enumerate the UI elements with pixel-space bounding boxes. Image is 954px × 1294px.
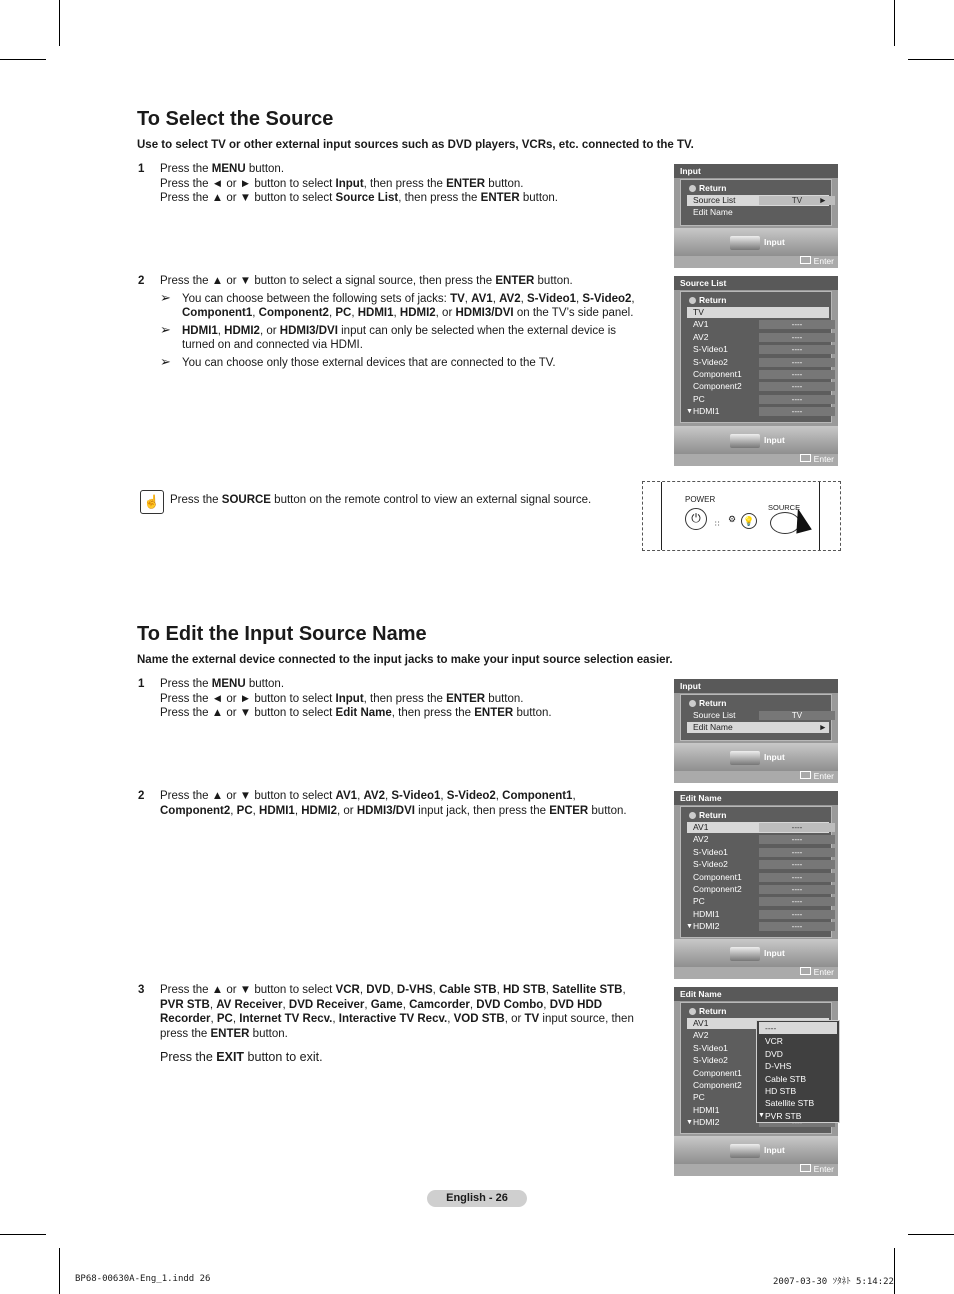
osd-row-label: PC <box>693 896 705 907</box>
enter-hint: Enter <box>800 1164 834 1174</box>
osd-row[interactable] <box>687 406 829 417</box>
osd-row-label: HDMI1 <box>693 406 720 417</box>
osd-menu-panel <box>680 806 832 938</box>
note-arrow-icon: ➢ <box>160 289 171 305</box>
return-icon <box>689 185 696 192</box>
tv-input-icon <box>730 434 760 448</box>
crop-mark <box>894 1248 895 1294</box>
enter-hint: Enter <box>800 771 834 781</box>
osd-title: Edit Name <box>674 987 838 1001</box>
note: ➢ You can choose between the following sets of jacks: TV, AV1, AV2, S-Video1, S-Video2, Component1, Component2, PC, HDMI1, HDMI2, or HDMI3/DVI on the TV’s side panel. <box>160 289 635 319</box>
bold-term: PVR STB <box>160 998 210 1011</box>
return-icon <box>689 1008 696 1015</box>
osd-footer <box>674 939 838 979</box>
bulb-icon: 💡 <box>741 513 757 529</box>
osd-row-value: ---- <box>759 885 835 894</box>
osd-row[interactable] <box>687 344 829 355</box>
bold-term: Camcorder <box>409 998 470 1011</box>
crop-mark <box>0 1234 46 1235</box>
bold-term: Game <box>370 998 403 1011</box>
osd-row[interactable] <box>687 834 829 845</box>
bold-term: VCR <box>335 984 360 996</box>
down-arrow-icon: ▼ <box>686 1119 693 1127</box>
osd-row-value: ---- <box>759 873 835 882</box>
step-number: 1 <box>138 163 145 175</box>
bold-term: HD STB <box>502 984 546 996</box>
osd-row-value: TV <box>759 711 835 720</box>
osd-row[interactable] <box>687 369 829 380</box>
osd-row[interactable] <box>687 195 829 206</box>
osd-row-label: S-Video2 <box>693 859 728 870</box>
return-option: Return <box>689 183 726 193</box>
bold-term: Satellite STB <box>552 984 623 996</box>
enter-icon <box>800 771 811 779</box>
osd-row-value: ---- <box>759 823 835 832</box>
return-option: Return <box>689 1006 726 1016</box>
osd-row-label: HDMI2 <box>693 1117 720 1128</box>
osd-title: Input <box>674 164 838 178</box>
osd-row[interactable] <box>687 357 829 368</box>
bold-term: Component1 <box>182 307 253 319</box>
source-label: SOURCE <box>768 503 801 512</box>
osd-title: Edit Name <box>674 791 838 805</box>
osd-row-label: Edit Name <box>693 207 733 218</box>
osd-row-label: Component2 <box>693 1080 742 1090</box>
osd-row-label: HDMI1 <box>693 908 720 919</box>
enter-hint: Enter <box>800 967 834 977</box>
osd-row-value: ---- <box>759 910 835 919</box>
bold-term: S-Video1 <box>391 790 441 802</box>
bold-term: HDMI1 <box>259 804 295 817</box>
right-arrow-icon: ► <box>818 722 827 733</box>
tv-input-icon <box>730 1144 760 1158</box>
osd-menu-panel <box>680 291 832 423</box>
osd-title: Input <box>674 679 838 693</box>
down-arrow-icon: ▼ <box>686 923 693 931</box>
osd-row[interactable] <box>687 722 829 733</box>
print-timestamp: 2007-03-30 ｿﾀﾈﾄ 5:14:22 <box>773 1277 894 1287</box>
bold-term: HDMI2 <box>301 804 337 817</box>
page-number: English - 26 <box>427 1190 527 1207</box>
down-arrow-icon: ▼ <box>758 1111 765 1119</box>
crop-mark <box>908 1234 954 1235</box>
osd-row-label: Component1 <box>693 369 742 379</box>
crop-mark <box>59 1248 60 1294</box>
osd-row[interactable] <box>687 884 829 895</box>
bold-term: AV1 <box>471 292 493 305</box>
osd-source-list <box>674 276 838 466</box>
osd-row-label: HDMI1 <box>693 1104 720 1115</box>
note-arrow-icon: ➢ <box>160 321 171 337</box>
return-option: Return <box>689 698 726 708</box>
hand-tip-icon: ☝ <box>140 490 164 514</box>
osd-row-value: ---- <box>759 333 835 342</box>
osd-row-label: AV2 <box>693 331 709 342</box>
bold-term: AV2 <box>499 292 521 305</box>
osd-row-value: ---- <box>759 835 835 844</box>
return-option: Return <box>689 810 726 820</box>
osd-row-label: AV2 <box>693 834 709 845</box>
bold-term: HDMI1 <box>357 307 394 319</box>
exit-instruction: Press the EXIT button to exit. <box>160 1050 323 1064</box>
bold-term: Interactive TV Recv. <box>338 1013 448 1025</box>
bold-term: DVD Receiver <box>288 998 365 1011</box>
section-title-select-source: To Select the Source <box>137 108 334 130</box>
enter-icon <box>800 967 811 975</box>
bold-term: AV2 <box>363 790 385 802</box>
osd-row-value: ---- <box>759 407 835 416</box>
osd-footer-label: Input <box>764 435 785 445</box>
osd-row-value: ---- <box>759 860 835 869</box>
osd-input-menu <box>674 164 838 268</box>
bold-term: Component1 <box>502 790 573 802</box>
dots-icon: ∷ <box>715 521 722 528</box>
osd-menu-panel <box>680 179 832 226</box>
note-arrow-icon: ➢ <box>160 353 171 369</box>
osd-row-label: Component2 <box>693 381 742 392</box>
down-arrow-icon: ▼ <box>686 408 693 416</box>
osd-footer-label: Input <box>764 1145 785 1155</box>
step-number: 2 <box>138 275 145 287</box>
osd-row-value: ---- <box>759 320 835 329</box>
enter-hint: Enter <box>800 454 834 464</box>
crop-mark <box>0 59 46 60</box>
osd-row-label: AV1 <box>693 822 709 832</box>
tv-input-icon <box>730 947 760 961</box>
right-arrow-icon: ► <box>818 195 827 205</box>
osd-row-value: ---- <box>759 897 835 906</box>
osd-row[interactable] <box>687 319 829 330</box>
osd-row-value: ---- <box>759 345 835 354</box>
name-dropdown-list <box>756 1020 840 1123</box>
enter-icon <box>800 454 811 462</box>
osd-row[interactable] <box>687 872 829 883</box>
bold-term: AV Receiver <box>216 998 283 1011</box>
osd-footer-label: Input <box>764 948 785 958</box>
return-icon <box>689 700 696 707</box>
osd-row-value: ---- <box>759 382 835 391</box>
bold-term: PC <box>216 1013 233 1025</box>
bold-term: PC <box>236 804 253 817</box>
osd-row-value: ---- <box>759 358 835 367</box>
osd-row-value: ---- <box>759 395 835 404</box>
dropdown-option[interactable]: VCR <box>765 1036 783 1047</box>
enter-icon <box>800 1164 811 1172</box>
osd-footer <box>674 228 838 268</box>
osd-row-label: Component1 <box>693 871 742 882</box>
dropdown-option[interactable]: ▼ PVR STB <box>758 1110 802 1121</box>
osd-input-menu <box>674 679 838 783</box>
dropdown-option[interactable]: Cable STB <box>765 1073 807 1084</box>
bold-term: S-Video1 <box>527 292 577 305</box>
bold-term: S-Video2 <box>582 292 632 305</box>
bold-term: DVD HDD Recorder <box>160 998 603 1025</box>
bold-term: D-VHS <box>396 984 433 996</box>
osd-row-label: S-Video1 <box>693 344 728 355</box>
bold-term: S-Video2 <box>446 790 496 802</box>
enter-icon <box>800 256 811 264</box>
crop-mark <box>894 0 895 46</box>
osd-row-label: S-Video1 <box>693 846 728 857</box>
osd-row-label: Edit Name <box>693 722 733 733</box>
osd-row[interactable] <box>687 332 829 343</box>
dropdown-option[interactable]: HD STB <box>765 1085 797 1096</box>
osd-row[interactable] <box>687 710 829 721</box>
osd-row[interactable] <box>687 921 829 932</box>
section-intro: Name the external device connected to the input jacks to make your input source selection easier. <box>137 654 673 666</box>
return-icon <box>689 297 696 304</box>
osd-row-value: TV <box>759 196 835 205</box>
bold-term: TV <box>450 292 465 305</box>
osd-row-label: S-Video1 <box>693 1042 728 1053</box>
tv-input-icon <box>730 751 760 765</box>
bold-term: Component2 <box>258 307 329 319</box>
osd-row-value: ---- <box>759 848 835 857</box>
osd-row[interactable] <box>687 207 829 218</box>
bold-term: Internet TV Recv. <box>239 1013 333 1025</box>
osd-row[interactable] <box>687 822 829 833</box>
power-icon: ⏻ <box>685 508 707 530</box>
osd-edit-name-popup <box>674 987 838 1176</box>
osd-row-label: AV1 <box>693 1018 709 1028</box>
bold-term: DVD Combo <box>476 998 544 1011</box>
note: ➢ HDMI1, HDMI2, or HDMI3/DVI input can only be selected when the external device is turned on and connected via HDMI. <box>160 321 617 351</box>
osd-row[interactable] <box>687 859 829 870</box>
osd-footer <box>674 426 838 466</box>
enter-hint: Enter <box>800 256 834 266</box>
osd-edit-name <box>674 791 838 979</box>
osd-row[interactable] <box>687 394 829 405</box>
osd-menu-panel <box>680 1002 832 1134</box>
osd-row-label: Component1 <box>693 1067 742 1078</box>
osd-row-label: AV1 <box>693 319 709 330</box>
step-number: 1 <box>138 678 145 690</box>
osd-row-label: AV2 <box>693 1030 709 1041</box>
osd-footer-label: Input <box>764 752 785 762</box>
section-title-edit-name: To Edit the Input Source Name <box>137 623 427 645</box>
tv-input-icon <box>730 236 760 250</box>
step-number: 2 <box>138 790 145 802</box>
osd-footer <box>674 743 838 783</box>
dropdown-option[interactable]: DVD <box>765 1048 783 1059</box>
settings-icon: ⚙ <box>728 514 737 524</box>
remote-control-illustration <box>642 481 841 551</box>
osd-row-label: PC <box>693 1092 705 1103</box>
osd-row-label: HDMI2 <box>693 921 720 932</box>
osd-row-label: Component2 <box>693 884 742 894</box>
osd-row-label: S-Video2 <box>693 356 728 367</box>
dropdown-option[interactable]: ---- <box>759 1022 837 1034</box>
return-icon <box>689 812 696 819</box>
osd-row-value: ---- <box>759 922 835 931</box>
file-info: BP68-00630A-Eng_1.indd 26 <box>75 1274 211 1284</box>
osd-menu-panel <box>680 694 832 741</box>
osd-row[interactable] <box>687 307 829 318</box>
dropdown-option[interactable]: D-VHS <box>765 1061 792 1072</box>
osd-footer <box>674 1136 838 1176</box>
bold-term: Component2 <box>160 804 231 817</box>
osd-row-label: S-Video2 <box>693 1055 728 1066</box>
return-option: Return <box>689 295 726 305</box>
bold-term: VOD STB <box>453 1013 505 1025</box>
dropdown-option[interactable]: Satellite STB <box>765 1098 815 1109</box>
bold-term: PC <box>335 307 352 319</box>
osd-row[interactable] <box>687 381 829 392</box>
osd-row[interactable] <box>687 909 829 920</box>
bold-term: Cable STB <box>439 984 497 996</box>
osd-row-label: PC <box>693 393 705 404</box>
osd-row-label: TV <box>693 307 704 317</box>
section-intro: Use to select TV or other external input sources such as DVD players, VCRs, etc. connected to the TV. <box>137 139 694 151</box>
osd-row[interactable] <box>687 896 829 907</box>
bold-term: AV1 <box>335 790 358 802</box>
osd-row[interactable] <box>687 847 829 858</box>
step-number: 3 <box>138 984 145 996</box>
note: ➢ You can choose only those external devices that are connected to the TV. <box>160 353 556 369</box>
crop-mark <box>908 59 954 60</box>
power-label: POWER <box>685 495 716 504</box>
osd-row-label: Source List <box>693 195 736 205</box>
tip-text: Press the SOURCE button on the remote control to view an external signal source. <box>170 494 592 506</box>
bold-term: DVD <box>366 984 391 996</box>
osd-title: Source List <box>674 276 838 290</box>
crop-mark <box>59 0 60 46</box>
osd-row-value: ---- <box>759 370 835 379</box>
osd-footer-label: Input <box>764 237 785 247</box>
bold-term: HDMI2 <box>399 307 436 319</box>
osd-row-label: Source List <box>693 710 736 720</box>
